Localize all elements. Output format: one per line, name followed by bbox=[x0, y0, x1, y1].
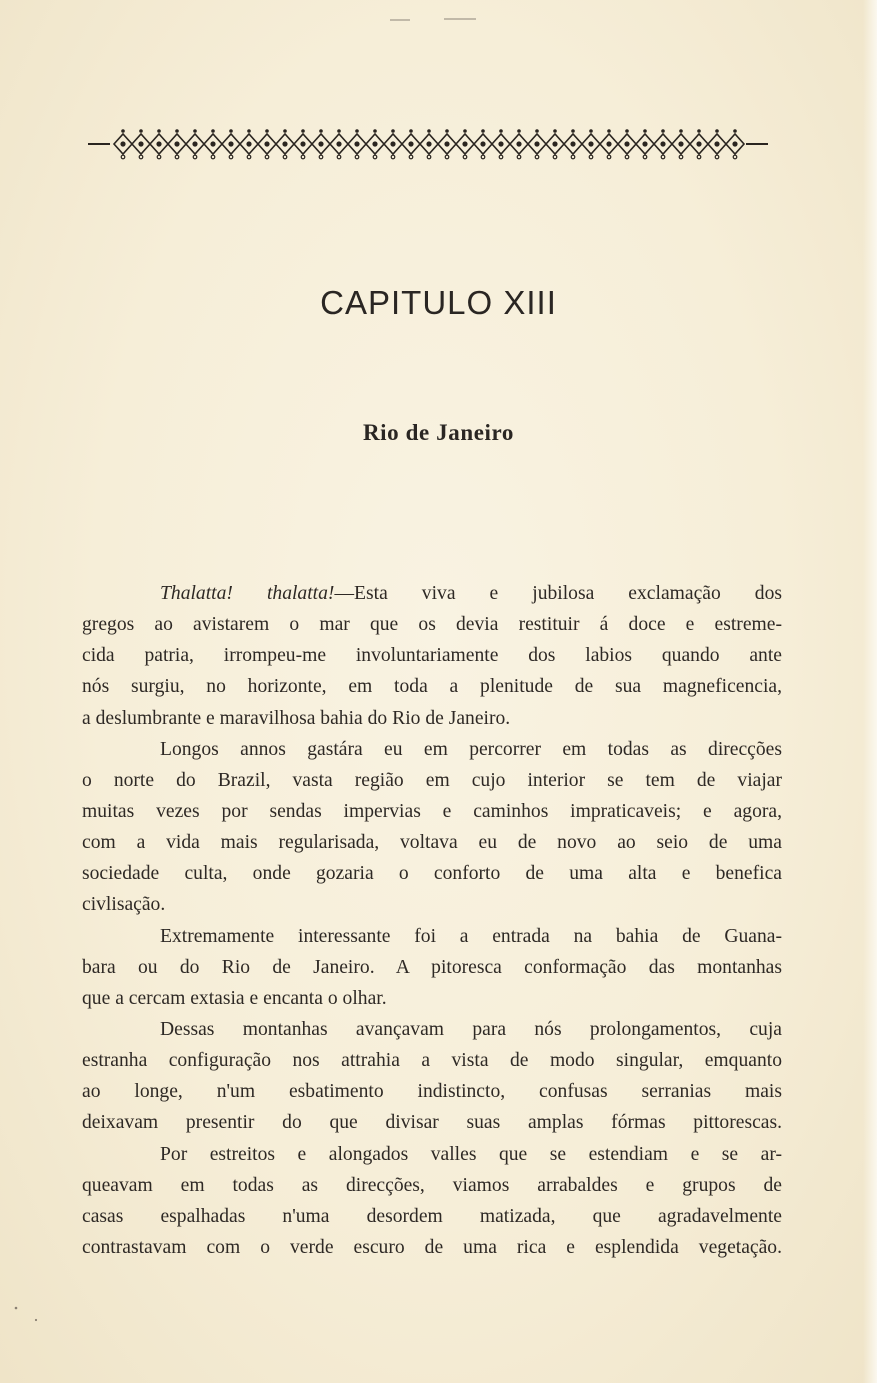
ornament-knot bbox=[456, 129, 474, 159]
text-line: que a cercam extasia e encanta o olhar. bbox=[82, 987, 387, 1009]
text-line: deixavam presentir do que divisar suas amplas fórmas pittorescas. bbox=[82, 1112, 782, 1134]
text-line: a deslumbrante e maravilhosa bahia do Rio de Janeiro. bbox=[82, 707, 511, 729]
italic-exclamation: Thalatta! thalatta! bbox=[160, 583, 335, 604]
top-smudge-mark bbox=[384, 16, 484, 24]
ornament-knot bbox=[186, 129, 204, 159]
ornament-knot bbox=[276, 129, 294, 159]
ornament-knot bbox=[636, 129, 654, 159]
text-line: cida patria, irrompeu-me involuntariamente dos labios quando ante bbox=[82, 645, 782, 667]
ornament-knot bbox=[726, 129, 744, 159]
body-text bbox=[82, 578, 782, 1263]
ornament-knot bbox=[222, 129, 240, 159]
text-line: casas espalhadas n'uma desordem matizada, que agradavelmente bbox=[82, 1205, 782, 1227]
text-line: nós surgiu, no horizonte, em toda a plenitude de sua magneficencia, bbox=[82, 676, 782, 698]
ornament-knot bbox=[402, 129, 420, 159]
text-line: gregos ao avistarem o mar que os devia restituir á doce e estreme- bbox=[82, 614, 782, 636]
text-line: Thalatta! thalatta!—Esta viva e jubilosa exclamação dos bbox=[160, 583, 782, 604]
ornament-knot bbox=[240, 129, 258, 159]
ornament-knot bbox=[348, 129, 366, 159]
text-line: com a vida mais regularisada, voltava eu de novo ao seio de uma bbox=[82, 832, 782, 854]
section-title: Rio de Janeiro bbox=[362, 420, 515, 445]
ornament-knot bbox=[564, 129, 582, 159]
ornament-knot bbox=[258, 129, 276, 159]
ornament-knot bbox=[132, 129, 150, 159]
ornament-knot bbox=[114, 129, 132, 159]
ornament-knot bbox=[420, 129, 438, 159]
ornament-knot bbox=[546, 129, 564, 159]
ornament-knot bbox=[600, 129, 618, 159]
ornament-knot bbox=[384, 129, 402, 159]
text-line: contrastavam com o verde escuro de uma rica e esplendida vegetação. bbox=[82, 1236, 782, 1258]
ornament-knot bbox=[366, 129, 384, 159]
ornament-knot bbox=[690, 129, 708, 159]
ornament-knot bbox=[312, 129, 330, 159]
ornament-knot bbox=[672, 129, 690, 159]
text-line: Dessas montanhas avançavam para nós prolongamentos, cuja bbox=[160, 1018, 782, 1040]
margin-marks bbox=[6, 1300, 46, 1330]
ornament-knot bbox=[294, 129, 312, 159]
text-line: estranha configuração nos attrahia a vista de modo singular, emquanto bbox=[82, 1050, 782, 1072]
ornament-knot bbox=[438, 129, 456, 159]
chapter-title: CAPITULO XIII bbox=[320, 284, 557, 321]
ornament-knot bbox=[150, 129, 168, 159]
ornament-knot bbox=[474, 129, 492, 159]
ornament-knot bbox=[708, 129, 726, 159]
ornament-knot bbox=[510, 129, 528, 159]
ornament-knot bbox=[204, 129, 222, 159]
ornament-knot bbox=[528, 129, 546, 159]
ornament-knot bbox=[168, 129, 186, 159]
ornament-knot bbox=[618, 129, 636, 159]
text-line: queavam em todas as direcções, viamos arrabaldes e grupos de bbox=[82, 1174, 782, 1196]
text-line: bara ou do Rio de Janeiro. A pitoresca conformação das montanhas bbox=[82, 956, 782, 978]
text-line: Extremamente interessante foi a entrada na bahia de Guana- bbox=[160, 925, 782, 947]
text-line: o norte do Brazil, vasta região em cujo interior se tem de viajar bbox=[82, 769, 782, 791]
text-line: Por estreitos e alongados valles que se estendiam e se ar- bbox=[160, 1143, 782, 1165]
text-line: Longos annos gastára eu em percorrer em todas as direcções bbox=[160, 738, 782, 760]
text-line: sociedade culta, onde gozaria o conforto de uma alta e benefica bbox=[82, 863, 782, 885]
ornament-knot bbox=[582, 129, 600, 159]
text-line: ao longe, n'um esbatimento indistincto, confusas serranias mais bbox=[82, 1081, 782, 1103]
ornament-knot bbox=[492, 129, 510, 159]
ornament-knot bbox=[330, 129, 348, 159]
ornament-band-icon bbox=[88, 126, 768, 162]
text-line: civlisação. bbox=[82, 894, 166, 916]
ornament-knot bbox=[654, 129, 672, 159]
text-line: muitas vezes por sendas impervias e caminhos impraticaveis; e agora, bbox=[82, 800, 782, 822]
page-edge bbox=[863, 0, 877, 1383]
